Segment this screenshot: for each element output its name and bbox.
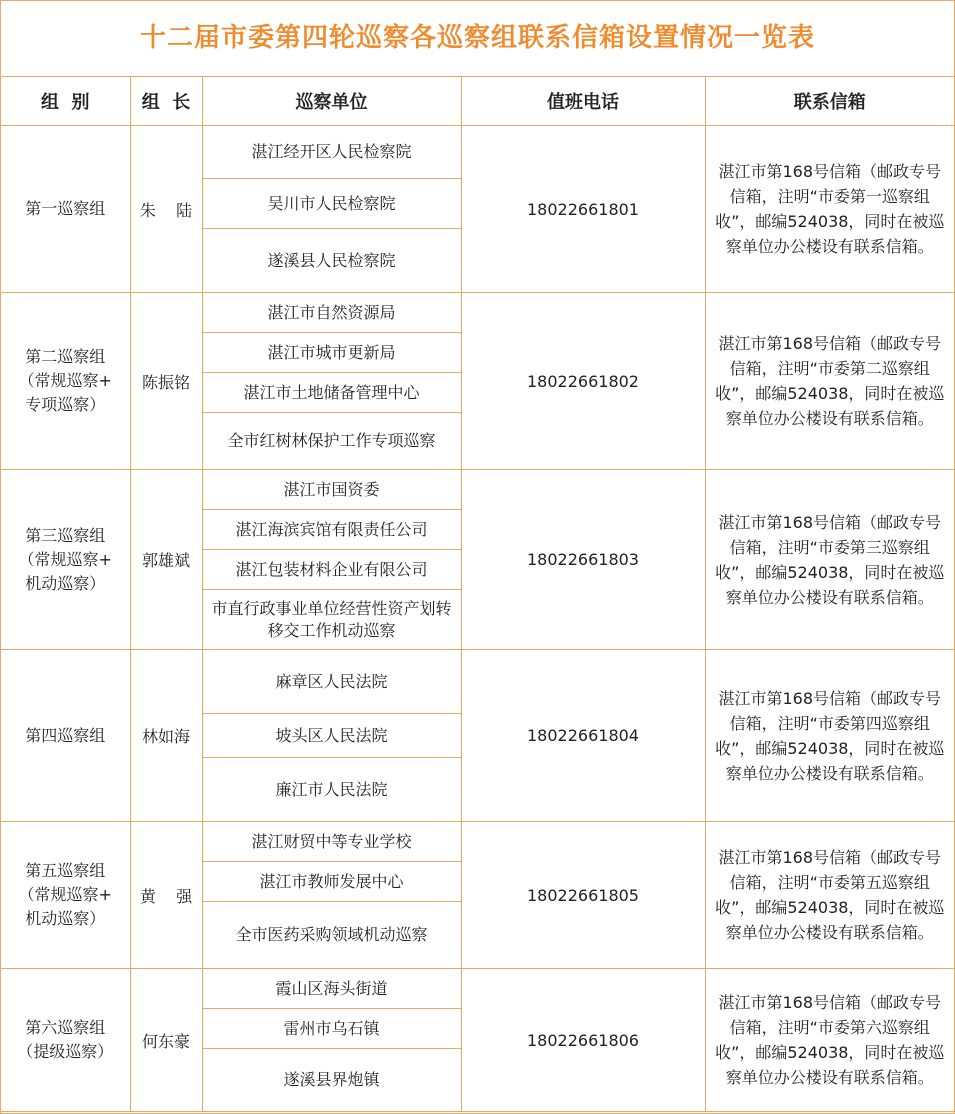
contact-mailbox: 湛江市第168号信箱（邮政专号信箱，注明“市委第三巡察组收”，邮编524038，同时在被巡察单位办公楼设有联系信箱。 (705, 470, 954, 650)
group-name-line: （常规巡察+ (18, 549, 112, 569)
group-name (1, 126, 130, 293)
duty-phone: 18022661806 (461, 969, 705, 1112)
group-name-line: （提级巡察） (17, 1042, 114, 1061)
group-name (1, 969, 130, 1112)
duty-phone: 18022661803 (461, 470, 705, 650)
duty-phone: 18022661805 (461, 822, 705, 969)
inspected-unit: 湛江财贸中等专业学校 (202, 822, 461, 862)
header-leader: 组 长 (130, 77, 202, 126)
group-name-line: 第六巡察组 (25, 1018, 106, 1037)
duty-phone: 18022661801 (461, 126, 705, 293)
inspected-unit: 湛江海滨宾馆有限责任公司 (202, 510, 461, 550)
inspected-unit: 吴川市人民检察院 (202, 179, 461, 229)
header-unit: 巡察单位 (202, 77, 461, 126)
header-group: 组 别 (1, 77, 130, 126)
group-leader: 陈振铭 (130, 293, 202, 470)
group-leader: 林如海 (130, 650, 202, 822)
table-row (1, 293, 954, 333)
group-leader: 何东豪 (130, 969, 202, 1112)
group-leader: 朱 陆 (130, 126, 202, 293)
duty-phone: 18022661802 (461, 293, 705, 470)
inspected-unit: 雷州市乌石镇 (202, 1009, 461, 1049)
contact-mailbox: 湛江市第168号信箱（邮政专号信箱，注明“市委第六巡察组收”，邮编524038，同时在被巡察单位办公楼设有联系信箱。 (705, 969, 954, 1112)
inspected-unit: 市直行政事业单位经营性资产划转移交工作机动巡察 (202, 590, 461, 650)
inspected-unit: 麻章区人民法院 (202, 650, 461, 714)
contact-mailbox: 湛江市第168号信箱（邮政专号信箱，注明“市委第五巡察组收”，邮编524038，同时在被巡察单位办公楼设有联系信箱。 (705, 822, 954, 969)
group-name-line: 第三巡察组 (25, 525, 106, 545)
group-leader: 黄 强 (130, 822, 202, 969)
group-name-line: 第四巡察组 (25, 725, 106, 745)
inspected-unit: 湛江市土地储备管理中心 (202, 373, 461, 413)
inspected-unit: 廉江市人民法院 (202, 758, 461, 822)
duty-phone: 18022661804 (461, 650, 705, 822)
group-name-line: 第二巡察组 (25, 347, 106, 366)
inspected-unit: 全市红树林保护工作专项巡察 (202, 413, 461, 470)
group-name (1, 650, 130, 822)
inspected-unit: 坡头区人民法院 (202, 714, 461, 758)
group-name-line: 第五巡察组 (25, 861, 106, 880)
contact-table (1, 77, 954, 1112)
group-name-line: 机动巡察） (25, 573, 106, 593)
inspected-unit: 霞山区海头街道 (202, 969, 461, 1009)
inspected-unit: 湛江经开区人民检察院 (202, 126, 461, 179)
page-title: 十二届市委第四轮巡察各巡察组联系信箱设置情况一览表 (1, 1, 954, 77)
inspected-unit: 湛江市教师发展中心 (202, 862, 461, 902)
group-leader: 郭雄斌 (130, 470, 202, 650)
table-row (1, 470, 954, 510)
table-row (1, 126, 954, 179)
inspected-unit: 湛江市城市更新局 (202, 333, 461, 373)
inspected-unit: 湛江市国资委 (202, 470, 461, 510)
group-name (1, 470, 130, 650)
group-name-line: 第一巡察组 (25, 199, 106, 218)
inspected-unit: 全市医药采购领域机动巡察 (202, 902, 461, 969)
group-name-line: 机动巡察） (25, 909, 106, 928)
header-row (1, 77, 954, 126)
header-phone: 值班电话 (461, 77, 705, 126)
table-row (1, 969, 954, 1009)
inspected-unit: 遂溪县人民检察院 (202, 229, 461, 293)
contact-mailbox: 湛江市第168号信箱（邮政专号信箱，注明“市委第二巡察组收”，邮编524038，同时在被巡察单位办公楼设有联系信箱。 (705, 293, 954, 470)
inspected-unit: 湛江包装材料企业有限公司 (202, 550, 461, 590)
contact-mailbox: 湛江市第168号信箱（邮政专号信箱，注明“市委第四巡察组收”，邮编524038，同时在被巡察单位办公楼设有联系信箱。 (705, 650, 954, 822)
table-row (1, 650, 954, 714)
inspected-unit: 湛江市自然资源局 (202, 293, 461, 333)
group-name (1, 293, 130, 470)
group-name-line: 专项巡察） (25, 395, 106, 414)
contact-mailbox: 湛江市第168号信箱（邮政专号信箱，注明“市委第一巡察组收”，邮编524038，同时在被巡察单位办公楼设有联系信箱。 (705, 126, 954, 293)
table-row (1, 822, 954, 862)
group-name (1, 822, 130, 969)
inspected-unit: 遂溪县界炮镇 (202, 1049, 461, 1112)
group-name-line: （常规巡察+ (18, 371, 112, 390)
header-mailbox: 联系信箱 (705, 77, 954, 126)
group-name-line: （常规巡察+ (18, 885, 112, 904)
